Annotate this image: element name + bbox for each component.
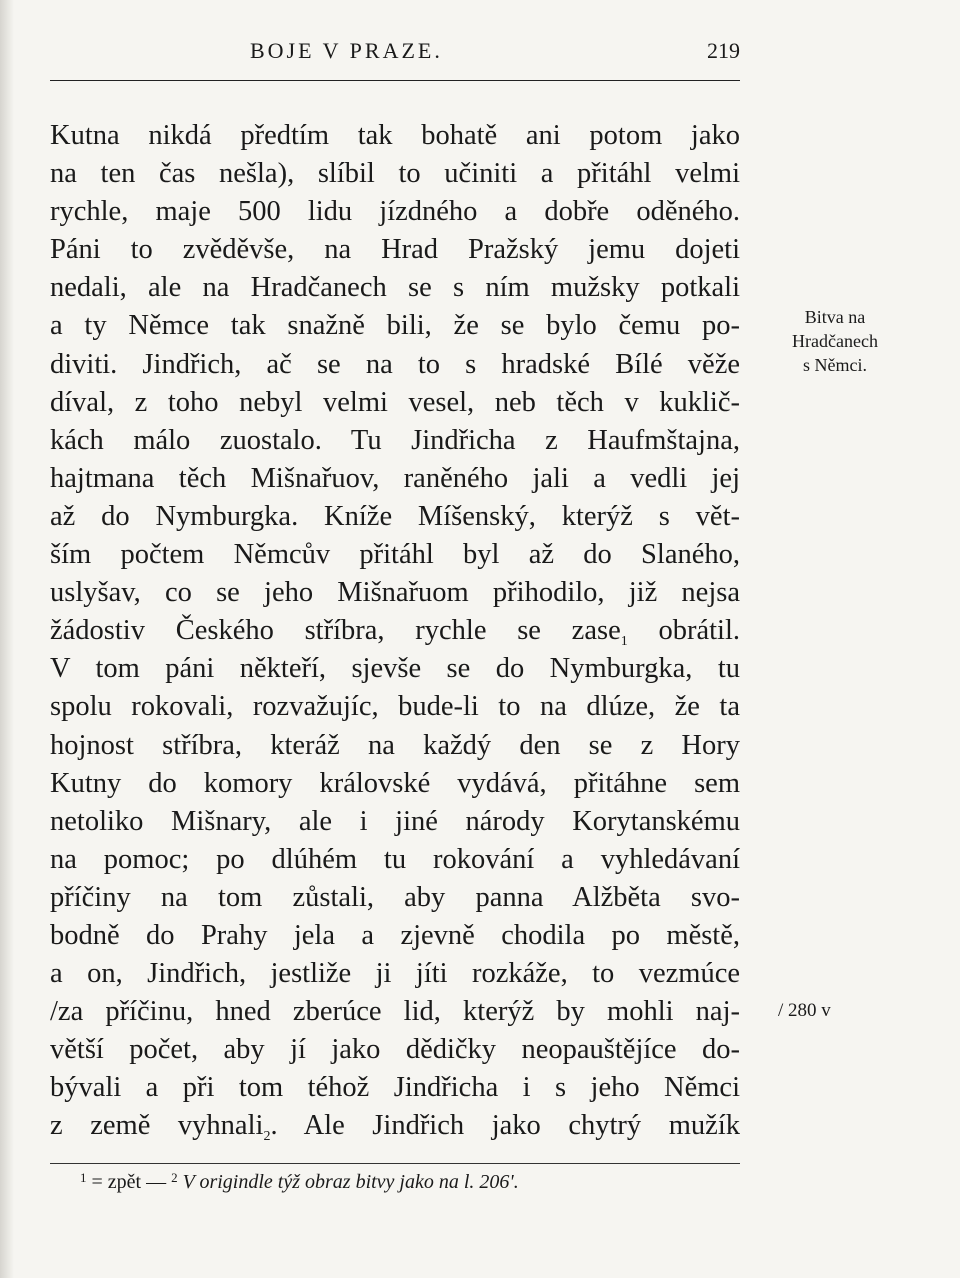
footnote-2-text: V origindle týž obraz bitvy jako na l. 206'.	[177, 1171, 519, 1193]
body-line-14-tail: obrátil.	[627, 615, 740, 647]
body-line-6: a ty Němce tak snažně bili, že se bylo čemu po-	[50, 310, 740, 342]
body-line-27-tail: . Ale Jindřich jako chytrý mužík	[270, 1110, 740, 1142]
body-line-20: na pomoc; po dlúhém tu rokování a vyhledávaní	[50, 843, 740, 875]
body-line-7: diviti. Jindřich, ač se na to s hradské Bílé věže	[50, 348, 740, 380]
body-line-15: V tom páni někteří, sjevše se do Nymburgka, tu	[50, 653, 740, 685]
body-line-4: Páni to zvěděvše, na Hrad Pražský jemu dojeti	[50, 234, 740, 266]
body-line-1: Kutna nikdá předtím tak bohatě ani potom jako	[50, 120, 740, 151]
page-edge-shadow	[0, 0, 14, 1278]
body-line-16: spolu rokovali, rozvažujíc, bude-li to na dlúze, že ta	[50, 691, 740, 723]
body-line-9: kách málo zuostalo. Tu Jindřicha z Haufmštajna,	[50, 424, 740, 456]
running-header	[50, 34, 740, 74]
body-line-14-text: žádostiv Českého stříbra, rychle se zase	[50, 615, 621, 647]
margin-note-line-2: Hradčanech	[792, 331, 878, 351]
folio-reference: / 280 v	[778, 1000, 831, 1021]
body-line-13: uslyšav, co se jeho Mišnařuom přihodilo, již nejsa	[50, 577, 740, 609]
body-line-8: díval, z toho nebyl velmi vesel, neb těch v kuklič-	[50, 386, 740, 418]
running-title: BOJE V PRAZE.	[250, 38, 443, 63]
body-line-11: až do Nymburgka. Kníže Míšenský, kterýž s vět-	[50, 500, 740, 532]
body-line-24: /za příčinu, hned zberúce lid, kterýž by mohli naj-	[50, 996, 740, 1028]
page-number: 219	[707, 38, 740, 63]
footnote-2-mark: 2	[171, 1170, 178, 1185]
body-line-25: větší počet, aby jí jako dědičky neopauštějíce do-	[50, 1034, 740, 1066]
header-rule	[50, 80, 740, 81]
body-line-23: a on, Jindřich, jestliže ji jíti rozkáže, to vezmúce	[50, 958, 740, 990]
margin-note-line-1: Bitva na	[804, 307, 866, 327]
body-line-26: bývali a při tom téhož Jindřicha i s jeho Němci	[50, 1072, 740, 1104]
subscript-2: 2	[263, 1129, 271, 1145]
margin-note-line-3: s Němci.	[803, 355, 867, 375]
footnote-1-text: = zpět —	[86, 1171, 172, 1193]
footnote-rule	[50, 1163, 740, 1164]
body-line-21: příčiny na tom zůstali, aby panna Alžběta svo-	[50, 881, 740, 913]
body-line-14	[50, 612, 740, 650]
body-line-19: netoliko Mišnary, ale i jiné národy Korytanskému	[50, 805, 740, 837]
body-line-18: Kutny do komory královské vydává, přitáhne sem	[50, 767, 740, 799]
footnote-1-mark: 1	[80, 1170, 87, 1185]
body-line-3: rychle, maje 500 lidu jízdného a dobře oděného.	[50, 196, 740, 228]
footnotes	[80, 1171, 750, 1194]
body-line-22: bodně do Prahy jela a zjevně chodila po městě,	[50, 919, 740, 951]
body-line-5: nedali, ale na Hradčanech se s ním mužsky potkali	[50, 272, 740, 304]
body-line-12: ším počtem Němcův přitáhl byl až do Slaného,	[50, 539, 740, 571]
body-line-17: hojnost stříbra, kteráž na každý den se z Hory	[50, 729, 740, 761]
body-line-10: hajtmana těch Mišnařuov, raněného jali a vedli jej	[50, 462, 740, 494]
margin-note	[760, 305, 910, 377]
body-line-27-text: z země vyhnali	[50, 1110, 264, 1142]
body-line-27	[50, 1107, 740, 1145]
body-text	[50, 117, 740, 1146]
subscript-1: 1	[620, 634, 628, 650]
body-line-2: na ten čas nešla), slíbil to učiniti a přitáhl velmi	[50, 158, 740, 190]
